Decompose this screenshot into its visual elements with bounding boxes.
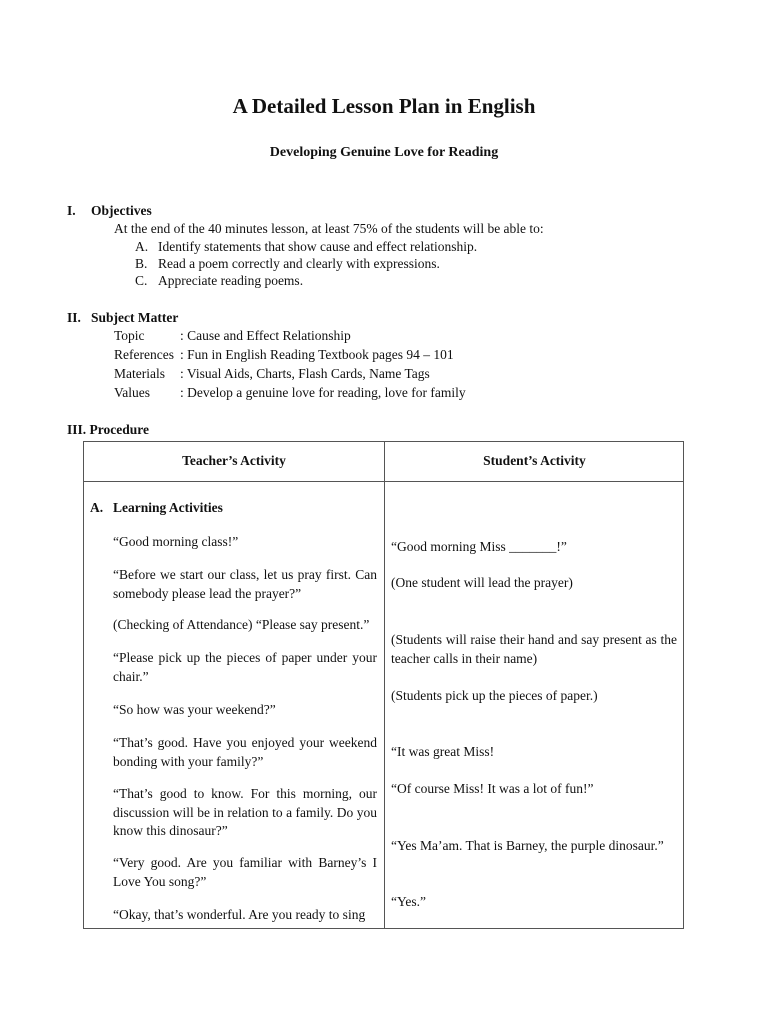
subject-matter-heading: Subject Matter bbox=[91, 310, 179, 325]
teacher-line: “That’s good to know. For this morning, our discussion will be in relation to a family. Do you know this dinosaur?” bbox=[113, 786, 377, 838]
teacher-line: “Okay, that’s wonderful. Are you ready to sing bbox=[113, 907, 366, 922]
section-letter: A. bbox=[90, 500, 104, 515]
document-subtitle: Developing Genuine Love for Reading bbox=[269, 145, 499, 160]
objective-letter-c: C. bbox=[135, 273, 148, 288]
teacher-line: “Please pick up the pieces of paper under your chair.” bbox=[113, 650, 377, 684]
header-teacher-activity: Teacher’s Activity bbox=[182, 453, 286, 468]
student-line: (Students will raise their hand and say present as the teacher calls in their name) bbox=[391, 632, 677, 666]
teacher-line: “Before we start our class, let us pray first. Can somebody please lead the prayer?” bbox=[113, 567, 377, 601]
objective-item-b: Read a poem correctly and clearly with expressions. bbox=[158, 256, 440, 271]
objective-letter-b: B. bbox=[135, 256, 148, 271]
objectives-intro: At the end of the 40 minutes lesson, at least 75% of the students will be able to: bbox=[114, 221, 544, 236]
student-line: “Yes.” bbox=[391, 894, 427, 909]
subject-value-values: : Develop a genuine love for reading, love for family bbox=[180, 385, 466, 400]
teacher-line: “That’s good. Have you enjoyed your weekend bonding with your family?” bbox=[113, 735, 377, 769]
table-column-divider bbox=[384, 442, 385, 928]
subject-label-materials: Materials bbox=[114, 366, 165, 381]
section-title: Learning Activities bbox=[113, 500, 223, 515]
student-line: (Students pick up the pieces of paper.) bbox=[391, 688, 598, 703]
student-line: “Of course Miss! It was a lot of fun!” bbox=[391, 781, 594, 796]
subject-label-topic: Topic bbox=[114, 328, 145, 343]
objective-letter-a: A. bbox=[135, 239, 149, 254]
subject-label-values: Values bbox=[114, 385, 150, 400]
student-line: (One student will lead the prayer) bbox=[391, 575, 573, 590]
document-title: A Detailed Lesson Plan in English bbox=[232, 94, 536, 118]
student-line: “Yes Ma’am. That is Barney, the purple dinosaur.” bbox=[391, 838, 664, 853]
subject-value-topic: : Cause and Effect Relationship bbox=[180, 328, 351, 343]
objectives-heading: Objectives bbox=[91, 203, 152, 218]
subject-matter-number: II. bbox=[67, 310, 81, 325]
student-line: “Good morning Miss _______!” bbox=[391, 539, 567, 554]
teacher-line: “So how was your weekend?” bbox=[113, 702, 276, 717]
procedure-heading: III. Procedure bbox=[67, 422, 149, 437]
procedure-table bbox=[83, 441, 684, 929]
teacher-line: “Good morning class!” bbox=[113, 534, 239, 549]
objective-item-c: Appreciate reading poems. bbox=[158, 273, 304, 288]
teacher-line: “Very good. Are you familiar with Barney’s I Love You song?” bbox=[113, 855, 377, 889]
teacher-line: (Checking of Attendance) “Please say present.” bbox=[113, 617, 370, 632]
table-header-divider bbox=[84, 481, 683, 482]
student-line: “It was great Miss! bbox=[391, 744, 495, 759]
objective-item-a: Identify statements that show cause and effect relationship. bbox=[158, 239, 478, 254]
subject-value-references: : Fun in English Reading Textbook pages 94 – 101 bbox=[180, 347, 454, 362]
objectives-number: I. bbox=[67, 203, 76, 218]
subject-label-references: References bbox=[114, 347, 174, 362]
header-student-activity: Student’s Activity bbox=[483, 453, 586, 468]
subject-value-materials: : Visual Aids, Charts, Flash Cards, Name Tags bbox=[180, 366, 430, 381]
